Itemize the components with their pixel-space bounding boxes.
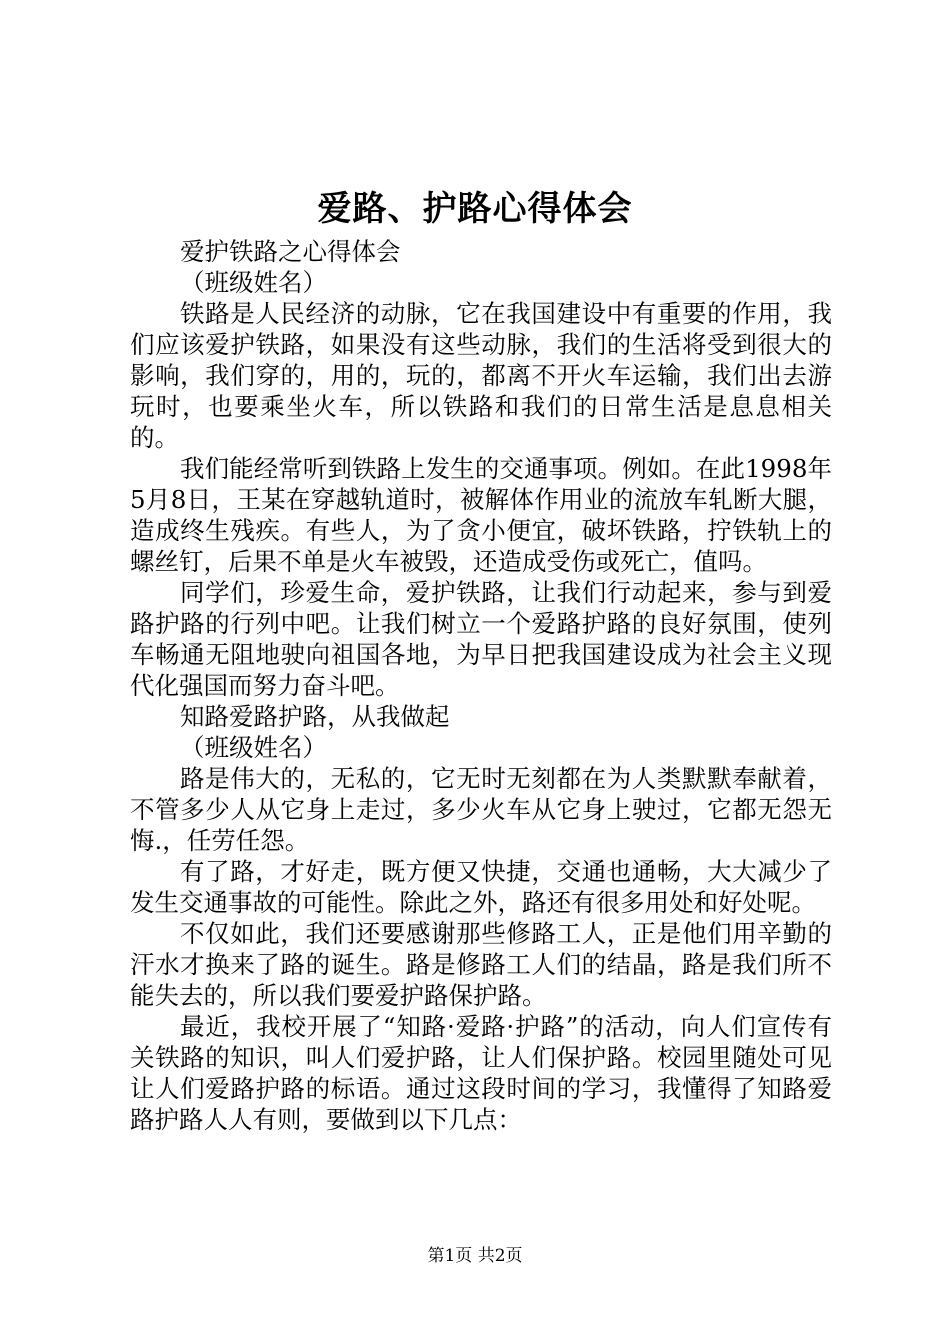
author-line: （班级姓名） xyxy=(180,268,327,297)
section-heading: 知路爱路护路，从我做起 xyxy=(180,702,450,731)
document-title: 爱路、护路心得体会 xyxy=(317,189,633,229)
body-paragraph: 最近，我校开展了“知路·爱路·护路”的活动，向人们宣传有关铁路的知识，叫人们爱护路，让人们保护路。校园里随处可见让人们爱路护路的标语。通过这段时间的学习，我懂得了知路爱路护路人人有则，要做到以下几点： xyxy=(130,1012,832,1134)
author-line: （班级姓名） xyxy=(180,733,327,762)
document-body xyxy=(130,236,832,1135)
body-paragraph: 同学们，珍爱生命，爱护铁路，让我们行动起来，参与到爱路护路的行列中吧。让我们树立一个爱路护路的良好氛围，使列车畅通无阻地驶向祖国各地，为早日把我国建设成为社会主义现代化强国而努力奋斗吧。 xyxy=(130,578,832,700)
body-paragraph: 铁路是人民经济的动脉，它在我国建设中有重要的作用，我们应该爱护铁路，如果没有这些动脉，我们的生活将受到很大的影响，我们穿的，用的，玩的，都离不开火车运输，我们出去游玩时，也要乘坐火车，所以铁路和我们的日常生活是息息相关的。 xyxy=(130,299,832,452)
page-footer: 第1页 共2页 xyxy=(427,1246,523,1266)
section-heading: 爱护铁路之心得体会 xyxy=(180,237,401,266)
body-paragraph: 有了路，才好走，既方便又快捷，交通也通畅，大大减少了发生交通事故的可能性。除此之外，路还有很多用处和好处呢。 xyxy=(130,857,832,917)
body-paragraph: 我们能经常听到铁路上发生的交通事项。例如。在此1998年5月8日，王某在穿越轨道时，被解体作用业的流放车轧断大腿，造成终生残疾。有些人，为了贪小便宜，破坏铁路，拧铁轨上的螺丝钉，后果不单是火车被毁，还造成受伤或死亡，值吗。 xyxy=(130,454,832,576)
body-paragraph: 不仅如此，我们还要感谢那些修路工人，正是他们用辛勤的汗水才换来了路的诞生。路是修路工人们的结晶，路是我们所不能失去的，所以我们要爱护路保护路。 xyxy=(130,919,832,1010)
body-paragraph: 路是伟大的，无私的，它无时无刻都在为人类默默奉献着，不管多少人从它身上走过，多少火车从它身上驶过，它都无怨无悔.，任劳任怨。 xyxy=(130,764,832,855)
